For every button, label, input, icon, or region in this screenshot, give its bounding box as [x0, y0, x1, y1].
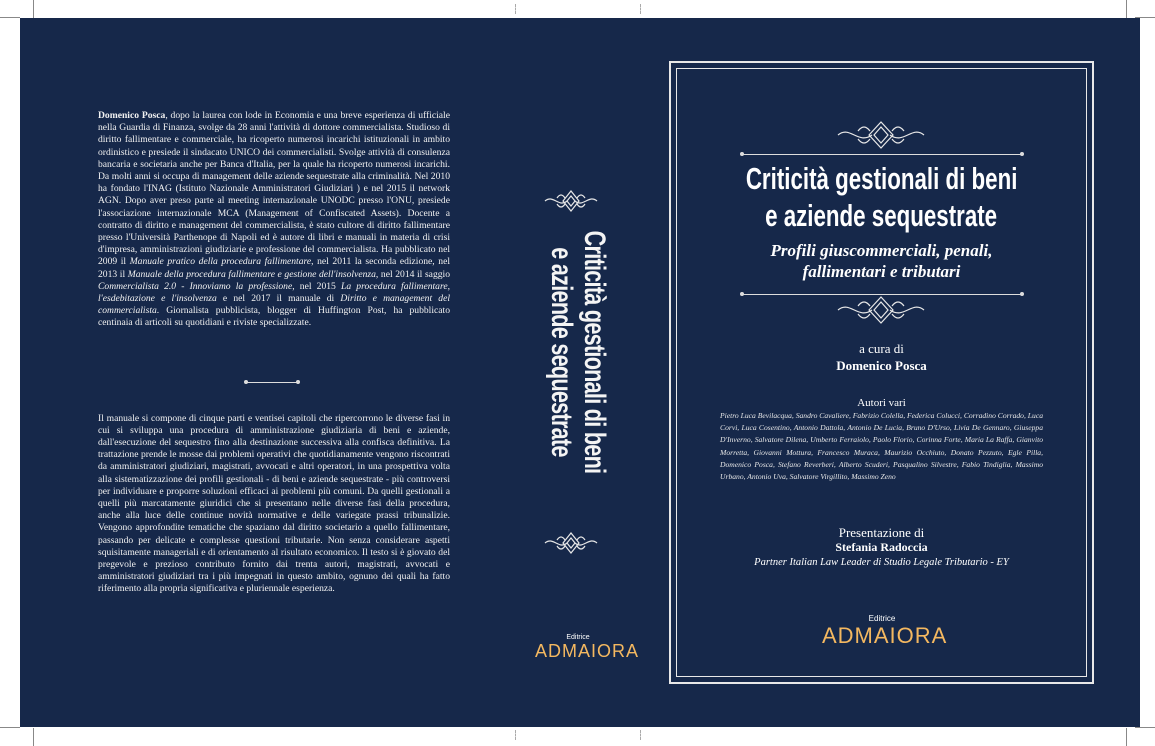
- author-bio: [98, 110, 450, 330]
- presentation-label: Presentazione di: [838, 525, 925, 540]
- presenter-name: Stefania Radoccia: [835, 540, 928, 554]
- publisher-name: ADMAIORA: [822, 623, 948, 648]
- bio-text: , dopo la laurea con lode in Economia e una breve esperienza di ufficiale nella Guardia di Finanza, svolge da 28 anni l'attività di dottore commercialista. Studioso di diritto fallimentare e commerciale, ha ricoperto numerosi incarichi istituzionali in ambito ordinistico e presiede il sindacato UNICO dei commercialisti. Svolge attività di consulenza bancaria e societaria anche per Banca d'Italia, per la quale ha ricoperto numerosi incarichi. Da molti anni si occupa di management delle aziende sequestrate alla criminalità. Nel 2010 ha fondato l'INAG (Istituto Nazionale Amministratori Giudiziari ) e nel 2015 il network AGN. Dopo aver preso parte al meeting internazionale UNODC presso l'ONU, presiede l'associazione internazionale MCA (Management of Confiscated Assets). Docente a contratto di diritto e management del commercialista, è stato cultore di diritto fallimentare presso l'Università Parthenope di Napoli ed è autore di libri e manuali in materia di crisi d'impresa, amministrazioni giudiziarie e professione del commercialista. Ha pubblicato nel 2009 il: [98, 110, 450, 268]
- crop-mark: [0, 727, 20, 728]
- front-subtitle-line-1: Profili giuscommerciali, penali,: [770, 241, 993, 260]
- publisher-label: Editrice: [566, 634, 590, 641]
- spine-title-line-2: e aziende sequestrate: [545, 247, 578, 457]
- ornament-flourish-icon: [836, 292, 926, 328]
- spine-title-line-1: Criticità gestionali di beni: [578, 230, 611, 474]
- publisher-name: ADMAIORA: [535, 641, 640, 661]
- bio-text: , nel 2014 il saggio: [375, 268, 450, 280]
- fold-mark: [515, 730, 516, 740]
- title-rule-top: [742, 154, 1022, 155]
- front-title-line-1: Criticità gestionali di beni: [745, 161, 1018, 196]
- crop-mark: [1126, 0, 1127, 18]
- bio-text: . Giornalista pubblicista, blogger di Huffington Post, ha pubblicato centinaia di articoli su quotidiani e riviste specializzate.: [98, 305, 450, 329]
- ornament-flourish-icon: [836, 117, 926, 153]
- book-summary: [98, 403, 450, 605]
- crop-mark: [33, 0, 34, 18]
- spine-publisher-logo: [535, 634, 640, 662]
- curator-name: Domenico Posca: [836, 358, 927, 373]
- section-divider: [246, 382, 298, 383]
- fold-mark: [640, 4, 641, 14]
- authors-list: Pietro Luca Bevilacqua, Sandro Cavaliere, Fabrizio Colella, Federica Colucci, Corradino Corrado, Luca Corvi, Luca Cosentino, Antonio Dattola, Antonio De Lucia, Bruno D'Urso, Livia De Gennaro, Giuseppa D'Inverno, Salvatore Dilena, Umberto Ferraiolo, Paolo Florio, Corinna Forte, Maria La Raffa, Gianvito Morretta, Giovanni Mottura, Francesco Muraca, Maurizio Occhiuto, Donato Pezzuto, Egle Pilla, Domenico Posca, Stefano Reverberi, Alberto Scuderi, Pasqualino Silvestre, Fabio Tindiglia, Massimo Urbano, Antonio Uva, Salvatore Virgillito, Massimo Zeno: [720, 411, 1043, 482]
- fold-mark: [515, 4, 516, 14]
- front-title-line-2: e aziende sequestrate: [765, 198, 998, 233]
- summary-text: Il manuale si compone di cinque parti e ventisei capitoli che ripercorrono le diverse fasi in cui si sviluppa una procedura di amministrazione giudiziaria di beni e aziende, dall'esecuzione del sequestro fino alla destinazione successiva alla confisca definitiva. La trattazione prende le mosse dai problemi operativi che quotidianamente vengono riscontrati da amministratori giudiziari, magistrati, avvocati e altri operatori, in una prospettiva volta alla sistematizzazione dei profili gestionali - di beni e aziende sequestrate - più controversi per individuare e proporre soluzioni efficaci ai problemi più comuni. Da quelli gestionali a quelli più marcatamente giuridici che si presentano nelle diverse fasi della procedura, anche alla luce delle continue novità normative e delle variegate prassi tribunalizie. Vengono approfondite tematiche che spaziano dal diritto societario a quello fallimentare, passando per delicate e complesse questioni tributarie. Non senza considerare aspetti squisitamente manageriali e di orientamento al risultato economico. Il testo si è giovato del pregevole e prezioso contributo fornito dai trenta autori, magistrati, avvocati e amministratori giudiziari tra i più impegnati in questo ambito, ognuno dei quali ha fatto riferimento alla propria significativa e pluriennale esperienza.: [98, 412, 450, 595]
- bio-author-name: Domenico Posca: [98, 110, 166, 121]
- bio-book-title: Commercialista 2.0 - Innoviamo la professione: [98, 280, 293, 292]
- bio-text: , nel 2011 la seconda edizione, nel 2013 il: [98, 256, 451, 280]
- bio-text: , nel 2015: [292, 280, 342, 292]
- crop-mark: [0, 17, 20, 18]
- bio-book-title: La procedura fallimentare, l'esdebitazione e l'insolvenza: [98, 280, 450, 305]
- presenter-role: Partner Italian Law Leader di Studio Legale Tributario - EY: [754, 557, 1009, 568]
- crop-mark: [1135, 727, 1155, 728]
- publisher-label: Editrice: [868, 614, 896, 623]
- bio-book-title: Manuale della procedura fallimentare e gestione dell'insolvenza: [127, 268, 376, 280]
- fold-mark: [640, 730, 641, 740]
- authors-label: Autori vari: [857, 397, 906, 409]
- front-title: [676, 160, 1087, 234]
- bio-book-title: Diritto e management del commercialista: [98, 293, 450, 317]
- presentation-block: [676, 525, 1087, 570]
- front-publisher-logo: [822, 614, 948, 649]
- bio-book-title: Manuale pratico della procedura fallimentare: [129, 256, 312, 268]
- crop-mark: [1126, 728, 1127, 746]
- curated-label: a cura di: [859, 341, 904, 356]
- front-subtitle: [676, 240, 1087, 282]
- ornament-flourish-icon: [543, 528, 599, 558]
- front-subtitle-line-2: fallimentari e tributari: [802, 262, 961, 281]
- bio-text: e nel 2017 il manuale di: [216, 293, 341, 305]
- crop-mark: [33, 728, 34, 746]
- curator-block: [676, 340, 1087, 374]
- spine-title: [545, 183, 611, 520]
